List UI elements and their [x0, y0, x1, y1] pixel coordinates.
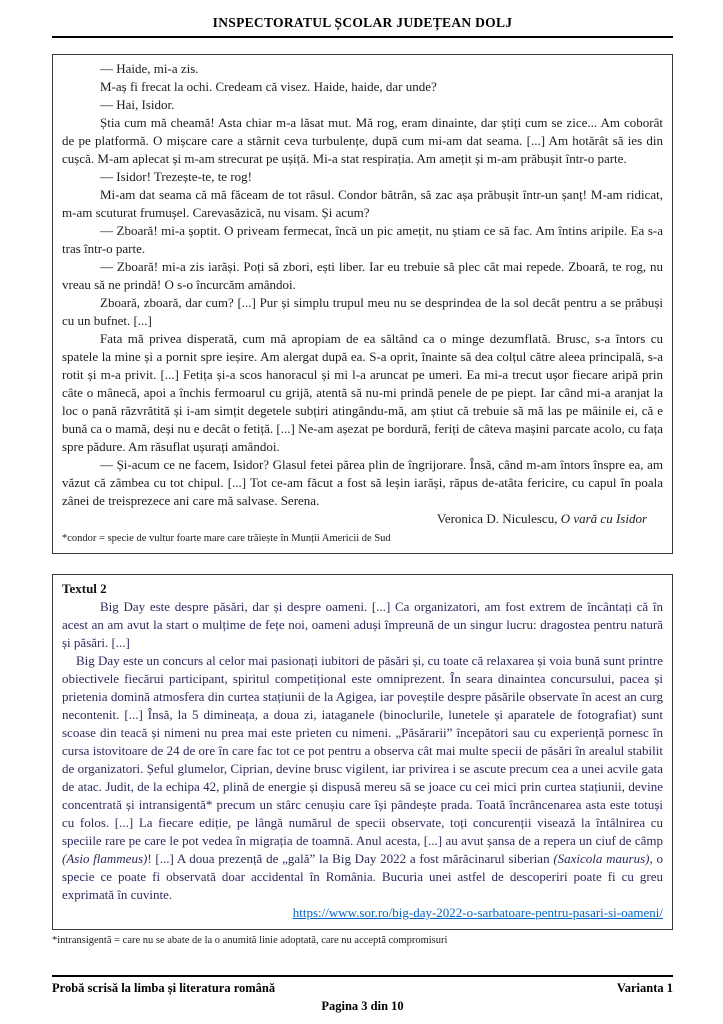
- footer-row: [52, 981, 673, 996]
- attribution-work-title: O vară cu Isidor: [560, 511, 647, 526]
- text1-attribution: [62, 510, 663, 528]
- text1-paragraph: Mi-am dat seama că mă făceam de tot râsul. Condor bătrân, să zac așa prăbușit într-un șanț! M-am ridicat, m-am scuturat frumușel. Carevasăzică, nu visam. Și acum?: [62, 187, 663, 220]
- text2-box: [52, 574, 673, 930]
- text2-paragraph-part: ! [...] A doua prezență de „gală” la Big Day 2022 a fost mărăcinarul siberian: [147, 851, 554, 866]
- page-title: INSPECTORATUL ȘCOLAR JUDEȚEAN DOLJ: [212, 15, 513, 30]
- text1-paragraph: — Zboară! mi-a zis iarăși. Poți să zbori, ești liber. Iar eu trebuie să plec cât mai repede. Zboară, te rog, nu vreau să ne prindă! O s-o încurcăm amândoi.: [62, 259, 663, 292]
- species-name: (Asio flammeus): [62, 851, 148, 866]
- doc-footer: [52, 975, 673, 1014]
- text1-paragraph: Știa cum mă cheamă! Asta chiar m-a lăsat mut. Mă rog, eram dinainte, dar știți cum se zice... Am coborât de pe platformă. O mișcare care a stârnit ceva turbulențe, după cum mi-am dat seama. [...] Am hotărât să ies din cușcă. M-am aplecat și m-am strecurat pe ușiță. Mi-a stat respirația. Am amețit și m-am prăbușit într-o parte.: [62, 115, 663, 166]
- text2-paragraph-part: , o specie ce poate fi observată doar accidental în România. Bucuria unei astfel de descoperiri poate fi cu greu exprimată în cuvinte.: [62, 851, 664, 902]
- text2-label: Textul 2: [62, 581, 107, 596]
- doc-header: [52, 15, 673, 38]
- text1-paragraph: M-aș fi frecat la ochi. Credeam că visez. Haide, haide, dar unde?: [100, 79, 437, 94]
- text1-paragraph: — Haide, mi-a zis.: [100, 61, 199, 76]
- text1-paragraph: — Isidor! Trezește-te, te rog!: [100, 169, 252, 184]
- footer-variant: Varianta 1: [616, 981, 673, 995]
- text2-paragraph: [62, 652, 663, 904]
- text1-paragraph: — Și-acum ce ne facem, Isidor? Glasul fetei părea plin de îngrijorare. Însă, când m-am întors înspre ea, am văzut că zâmbea cu tot chipul. [...] Tot ce-am făcut a fost să leșin iarăși, răpus de-atâta fericire, cu capul în poala zânei de treisprezece ani care mă salvase. Serena.: [62, 457, 663, 508]
- source-link-line: [62, 904, 663, 922]
- text1-box: [52, 54, 673, 554]
- attribution-author: Veronica D. Niculescu,: [436, 511, 561, 526]
- footer-page-number: Pagina 3 din 10: [321, 999, 404, 1013]
- source-link[interactable]: https://www.sor.ro/big-day-2022-o-sarbatoare-pentru-pasari-si-oameni/: [292, 905, 663, 920]
- text2-paragraph-part: Big Day este un concurs al celor mai pasionați iubitori de păsări și, cu toate că relaxarea și voia bună sunt printre obiectivele fiecărui participant, spiritul competițional este omniprezent. În seara dinaintea concursului, pacea și prietenia domină atmosfera din curtea stațiunii de la Agigea, iar poveștile despre păsările observate în acest an curg necontenit. [...] Însă, la 5 dimineața, a doua zi, iataganele (binoclurile, lunetele și aparatele de fotografiat) sunt scoase din teacă și nimeni nu prea mai este prieten cu nimeni. „Păsărarii” începători sau cu experiență pornesc în cursa istovitoare de 24 de ore în care fac tot ce pot pentru a observa cât mai multe specii de păsări în arealul stabilit de organizatori. Șeful glumelor, Ciprian, devine brusc vigilent, iar privirea i se ascute precum cea a unei acvile gata de atac. Judit, de la echipa 42, plină de energie și dispusă mereu să se joace cu cei mici prin curtea stațiunii, devine concentrată și intransigentă* precum un stârc cenușiu care își pândește prada. Toată încrâncenarea asta este totuși cu folos. [...] La fiecare ediție, pe lângă numărul de specii observate, toți concurenții visează la întâlnirea cu speciile rare pe care le pot vedea în migrația de toamnă. Anul acesta, [...] au avut șansa de a repera un ciuf de câmp: [62, 653, 663, 848]
- text2-footnote: *intransigentă = care nu se abate de la o anumită linie adoptată, care nu acceptă compromisuri: [52, 935, 448, 946]
- text1-paragraph: Fata mă privea disperată, cum mă apropiam de ea săltând ca o minge dezumflată. Brusc, s-a întors cu spatele la mine și a pornit spre ieșire. Am alergat după ea. S-a oprit, înainte să dea colțul către aleea principală, s-a rotit și m-a privit. [...] Fetița și-a scos hanoracul și mi l-a aruncat pe umeri. Ea mi-a trecut ușor fiecare aripă prin câte o mânecă, apoi a închis fermoarul cu grijă, atentă să nu-mi prindă penele de pe piept. Iar când mi-a aranjat la loc o pană răzvrătită și i-am simțit degetele subțiri atingându-mă, am știut că trebuie să mă las pe mâinile ei, că e bună ca o mamă, deși nu e decât o fetiță. [...] Ne-am așezat pe bordură, feriți de câteva mașini parcate acolo, cu fața spre pădure. Am răsuflat ușurați amândoi.: [62, 331, 663, 454]
- text1-footnote: *condor = specie de vultur foarte mare care trăiește în Munții Americii de Sud: [62, 533, 391, 544]
- text1-paragraph: — Zboară! mi-a șoptit. O priveam fermecat, încă un pic amețit, nu știam ce să fac. Am întins aripile. Ea s-a tras într-o parte.: [62, 223, 663, 256]
- species-name: (Saxicola maurus): [553, 851, 650, 866]
- footer-exam-name: Probă scrisă la limba și literatura română: [52, 981, 276, 995]
- text1-paragraph: — Hai, Isidor.: [100, 97, 175, 112]
- text1-paragraph: Zboară, zboară, dar cum? [...] Pur și simplu trupul meu nu se desprindea de la sol decât pentru a se prăbuși cu un bufnet. [...]: [62, 295, 663, 328]
- text2-paragraph: Big Day este despre păsări, dar și despre oameni. [...] Ca organizatori, am fost extrem de încântați că în acest an am avut la start o mulțime de fețe noi, oameni aduși împreună de un singur lucru: dragostea pentru natură și păsări. [...]: [62, 599, 663, 650]
